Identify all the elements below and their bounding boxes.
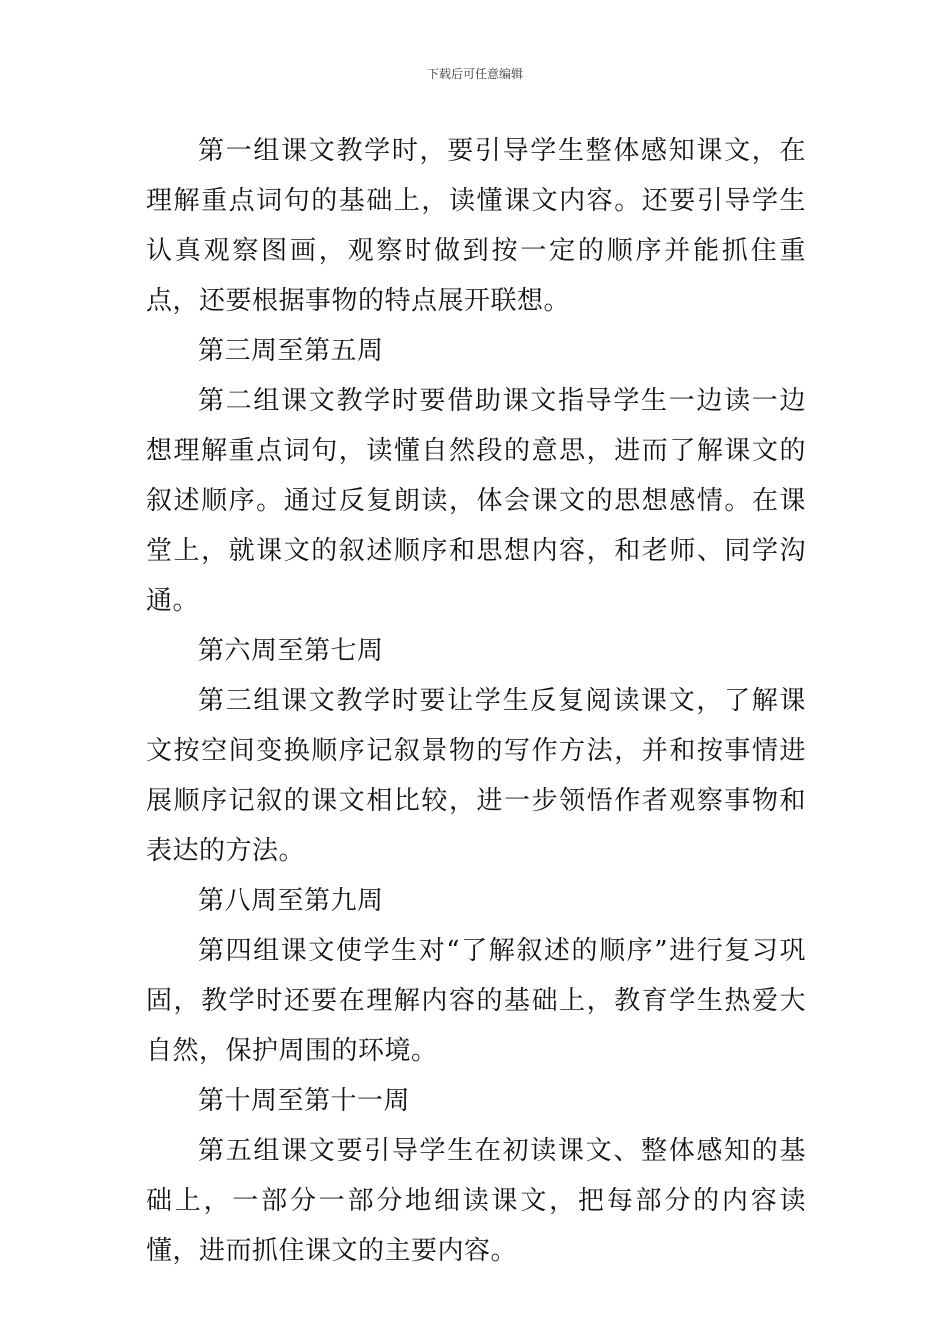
- week-heading-3-5: 第三周至第五周: [198, 336, 384, 366]
- week-heading-8-9: 第八周至第九周: [198, 886, 384, 916]
- paragraph-group-four: 第四组课文使学生对“了解叙述的顺序”进行复习巩固，教学时还要在理解内容的基础上，教育学生热爱大自然，保护周围的环境。: [146, 936, 806, 1066]
- page-header: 下载后可任意编辑: [426, 67, 523, 81]
- paragraph-group-three: 第三组课文教学时要让学生反复阅读课文，了解课文按空间变换顺序记叙景物的写作方法，并和按事情进展顺序记叙的课文相比较，进一步领悟作者观察事物和表达的方法。: [146, 686, 806, 866]
- paragraph-group-five: 第五组课文要引导学生在初读课文、整体感知的基础上，一部分一部分地细读课文，把每部分的内容读懂，进而抓住课文的主要内容。: [146, 1136, 806, 1266]
- week-heading-6-7: 第六周至第七周: [198, 636, 384, 666]
- document-body: [146, 126, 806, 1276]
- paragraph-group-two: 第二组课文教学时要借助课文指导学生一边读一边想理解重点词句，读懂自然段的意思，进而了解课文的叙述顺序。通过反复朗读，体会课文的思想感情。在课堂上，就课文的叙述顺序和思想内容，和老师、同学沟通。: [146, 386, 806, 616]
- week-heading-10-11: 第十周至第十一周: [198, 1086, 411, 1116]
- paragraph-group-one: 第一组课文教学时，要引导学生整体感知课文，在理解重点词句的基础上，读懂课文内容。还要引导学生认真观察图画，观察时做到按一定的顺序并能抓住重点，还要根据事物的特点展开联想。: [146, 136, 806, 316]
